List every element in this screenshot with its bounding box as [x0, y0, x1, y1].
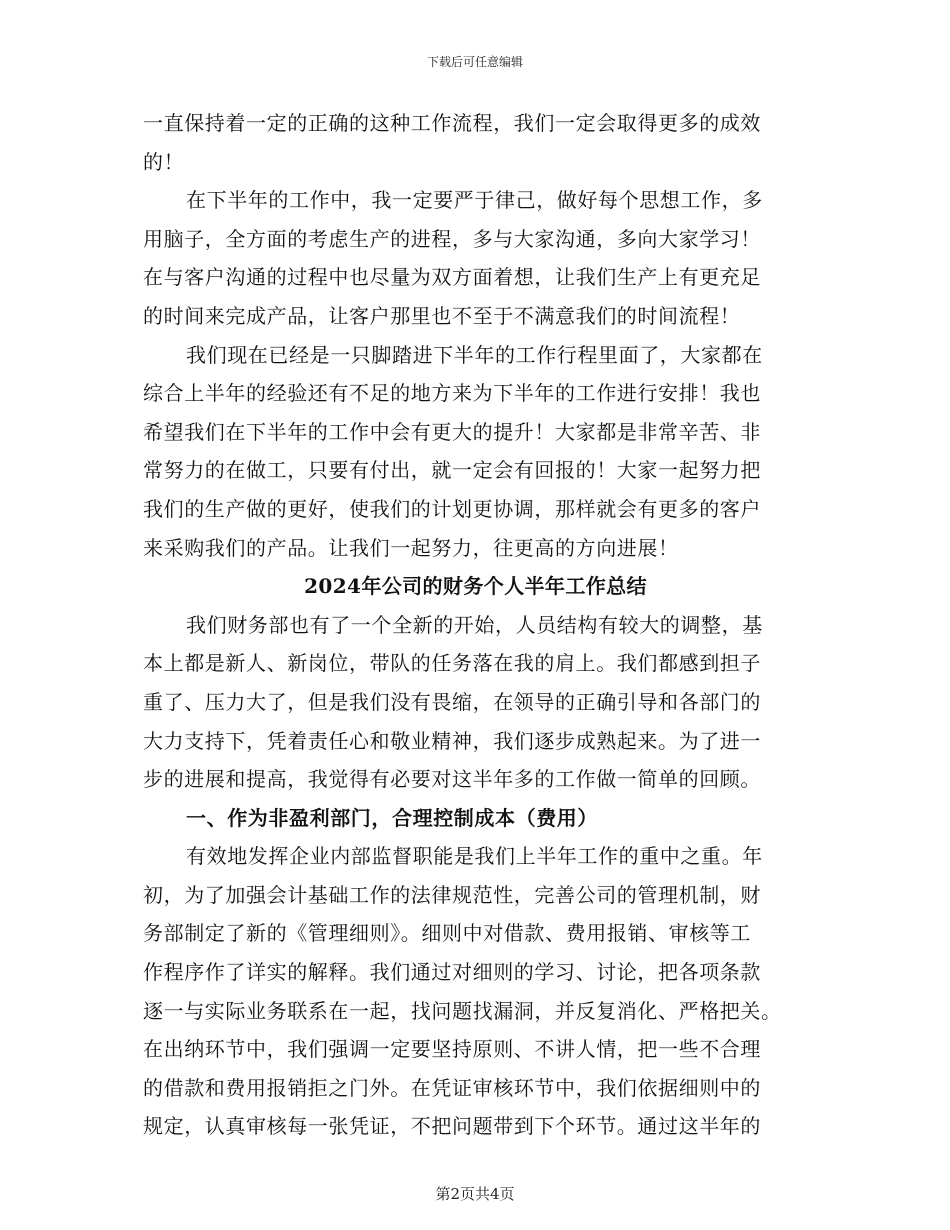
paragraph-first-line: 在下半年的工作中，我一定要严于律己，做好每个思想工作，多: [186, 188, 763, 213]
text-line: 我们的生产做的更好，使我们的计划更协调，那样就会有更多的客户: [143, 496, 761, 521]
text-line: 常努力的在做工，只要有付出，就一定会有回报的！大家一起努力把: [143, 458, 761, 483]
text-line: 本上都是新人、新岗位，带队的任务落在我的肩上。我们都感到担子: [143, 651, 761, 676]
section-title: 2024年公司的财务个人半年工作总结: [304, 574, 647, 599]
section-heading: 一、作为非盈利部门，合理控制成本（费用）: [186, 805, 598, 830]
text-line: 的借款和费用报销拒之门外。在凭证审核环节中，我们依据细则中的: [143, 1075, 761, 1100]
text-line: 在出纳环节中，我们强调一定要坚持原则、不讲人情，把一些不合理: [143, 1037, 761, 1062]
page-number: 第2页共4页: [435, 1185, 515, 1203]
document-body: [143, 104, 808, 1146]
text-line: 步的进展和提高，我觉得有必要对这半年多的工作做一简单的回顾。: [143, 767, 761, 792]
text-line: 用脑子，全方面的考虑生产的进程，多与大家沟通，多向大家学习！: [143, 226, 761, 251]
text-line: 作程序作了详实的解释。我们通过对细则的学习、讨论，把各项条款: [143, 960, 761, 985]
text-line: 逐一与实际业务联系在一起，找问题找漏洞，并反复消化、严格把关。: [143, 998, 782, 1023]
text-line: 在与客户沟通的过程中也尽量为双方面着想，让我们生产上有更充足: [143, 265, 761, 290]
text-line: 一直保持着一定的正确的这种工作流程，我们一定会取得更多的成效: [143, 111, 761, 135]
text-line: 综合上半年的经验还有不足的地方来为下半年的工作进行安排！我也: [143, 381, 761, 406]
text-line: 规定，认真审核每一张凭证，不把问题带到下个环节。通过这半年的: [143, 1114, 761, 1139]
text-line: 大力支持下，凭着责任心和敬业精神，我们逐步成熟起来。为了进一: [143, 728, 761, 753]
paragraph-first-line: 我们现在已经是一只脚踏进下半年的工作行程里面了，大家都在: [186, 342, 763, 367]
paragraph-first-line: 我们财务部也有了一个全新的开始，人员结构有较大的调整，基: [186, 612, 763, 637]
text-line: 的！: [143, 149, 185, 174]
text-line: 初，为了加强会计基础工作的法律规范性，完善公司的管理机制，财: [143, 882, 761, 907]
paragraph-first-line: 有效地发挥企业内部监督职能是我们上半年工作的重中之重。年: [186, 844, 763, 869]
page-header: [0, 54, 950, 70]
text-line: 务部制定了新的《管理细则》。细则中对借款、费用报销、审核等工: [143, 921, 751, 946]
header-note: 下载后可任意编辑: [426, 55, 523, 69]
text-line: 希望我们在下半年的工作中会有更大的提升！大家都是非常辛苦、非: [143, 419, 761, 444]
text-line: 重了、压力大了，但是我们没有畏缩，在领导的正确引导和各部门的: [143, 689, 761, 714]
text-line: 来采购我们的产品。让我们一起努力，往更高的方向进展！: [143, 535, 679, 560]
page-footer: [0, 1184, 950, 1204]
text-line: 的时间来完成产品，让客户那里也不至于不满意我们的时间流程！: [143, 303, 741, 328]
